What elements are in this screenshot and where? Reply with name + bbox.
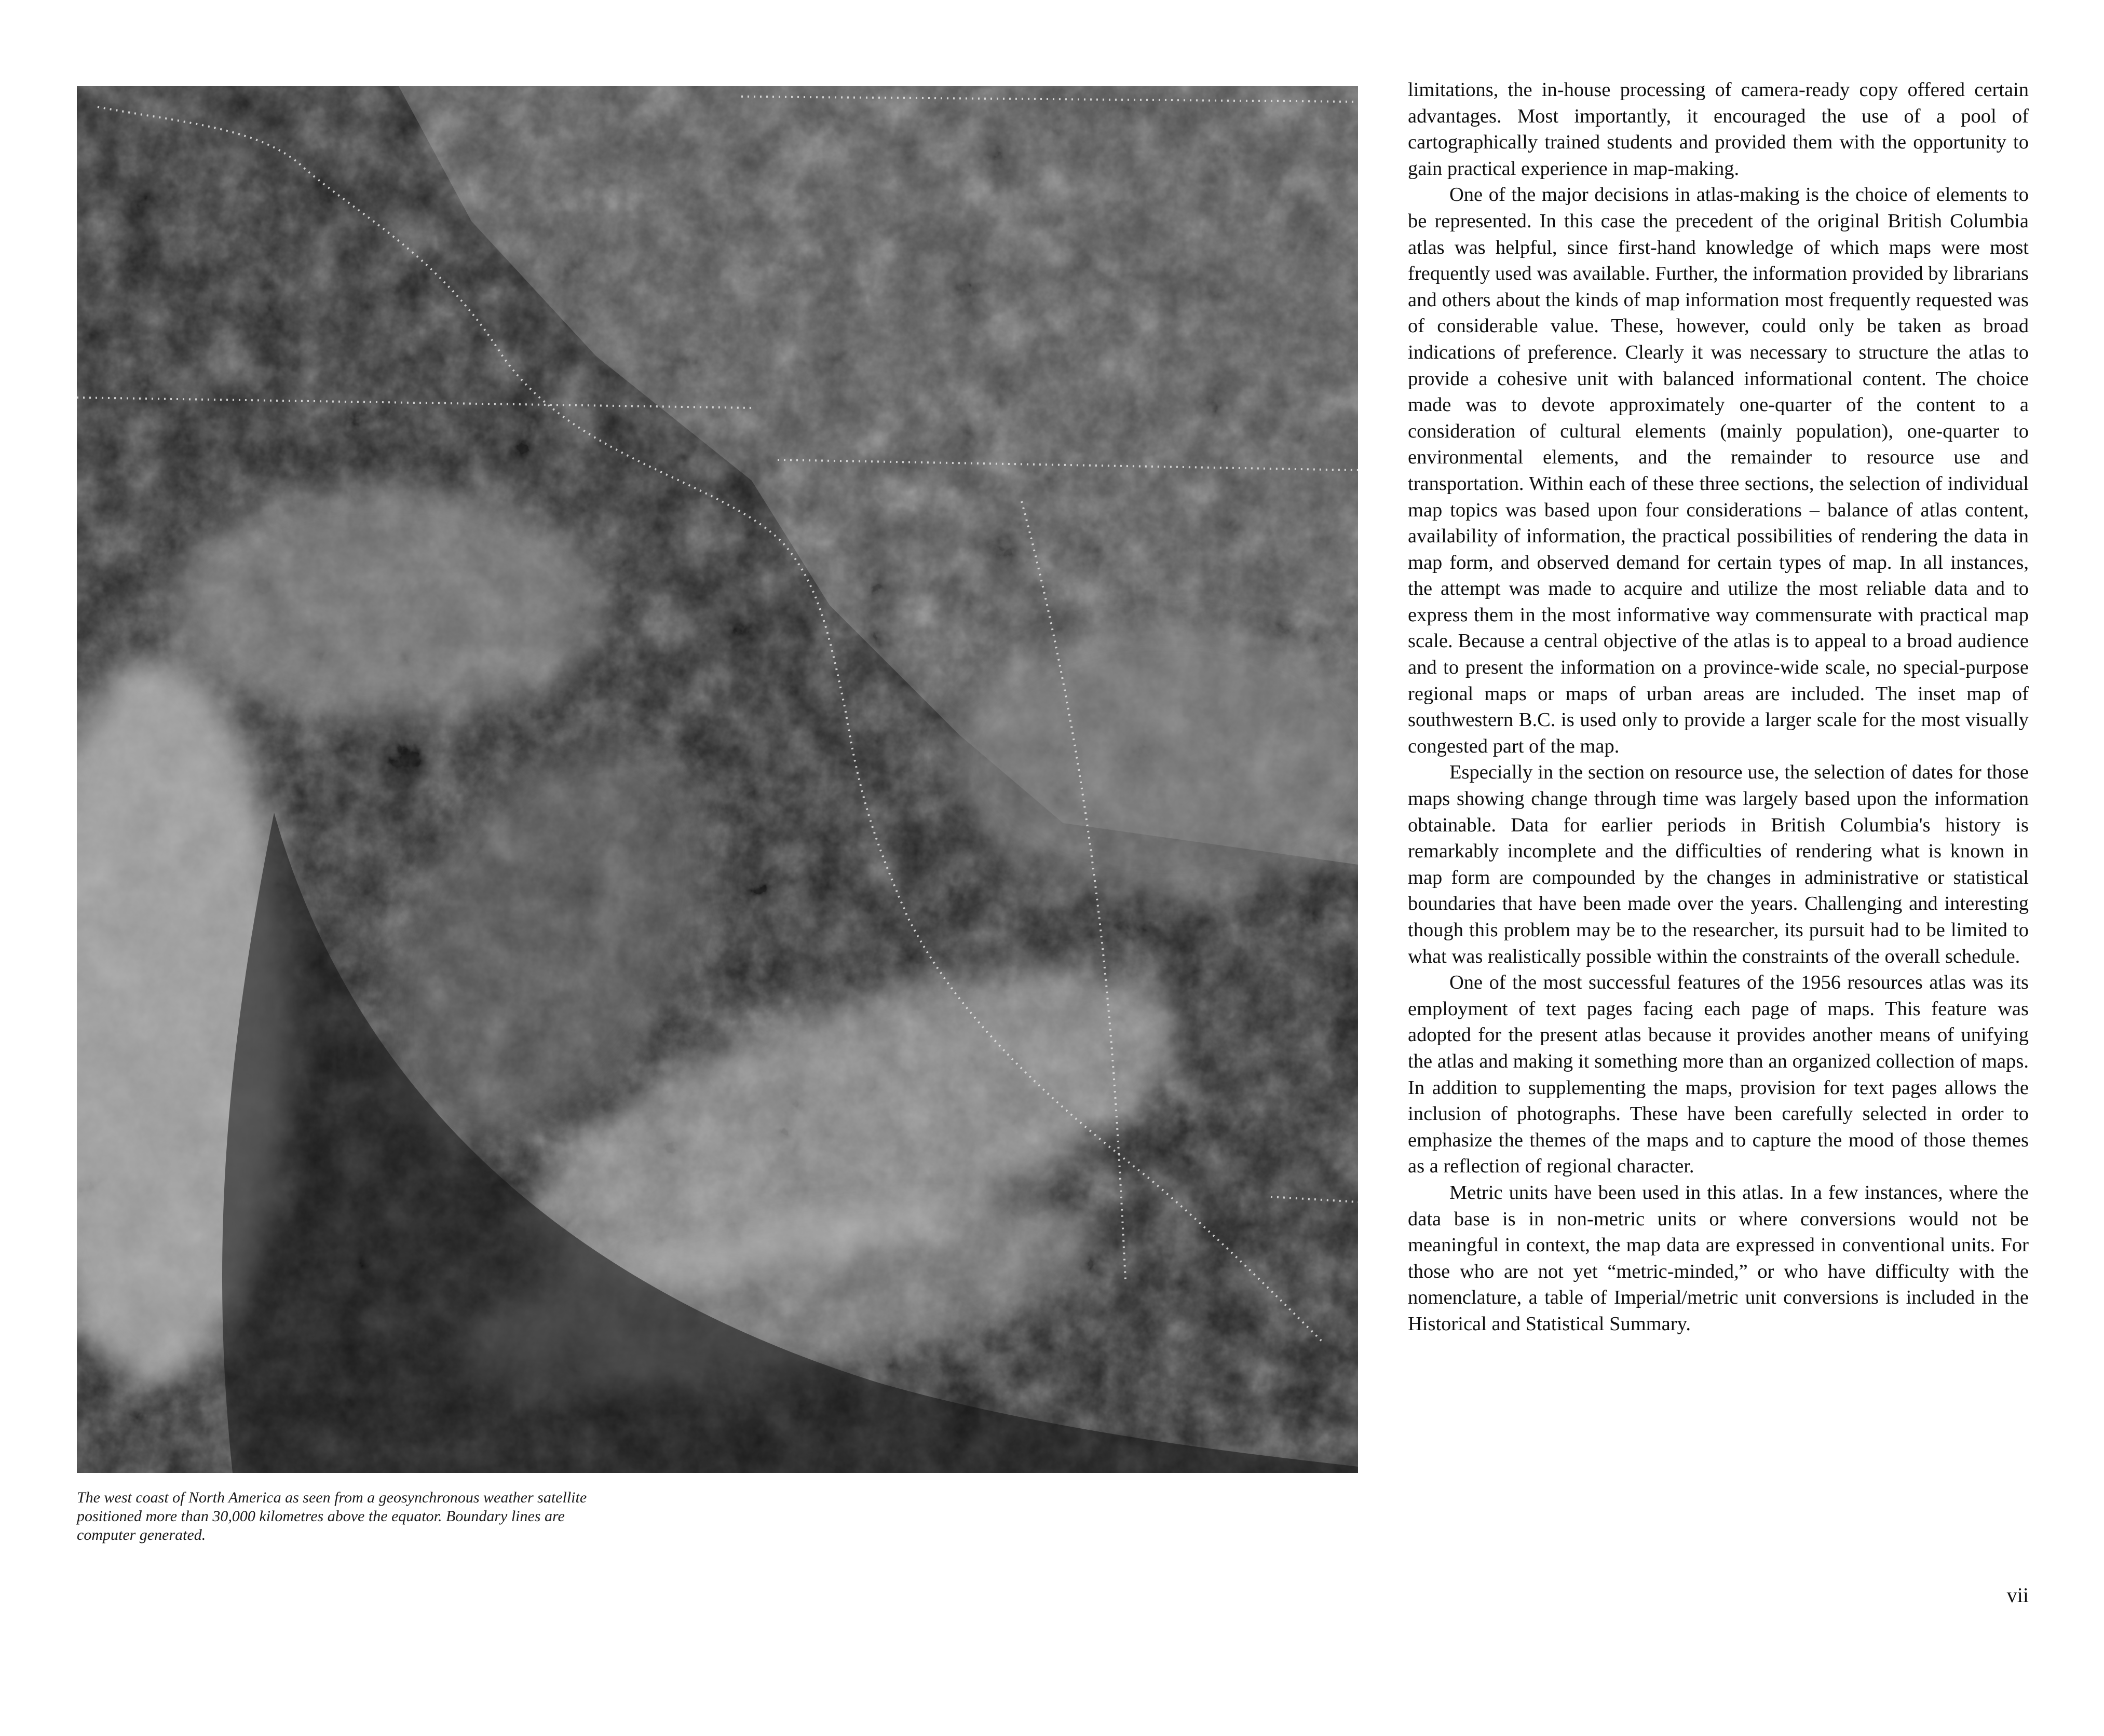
- paragraph: Especially in the section on resource use, the selection of dates for those maps showing change through time was largely based upon the information obtainable. Data for earlier periods in British Columbia's history is remarkably incomplete and the difficulties of rendering what is known in map form are compounded by the changes in administrative or statistical boundaries that have been made over the years. Challenging and interesting though this problem may be to the researcher, its pursuit had to be limited to what was realistically possible within the constraints of the overall schedule.: [1408, 761, 2029, 967]
- paragraph: limitations, the in-house processing of camera-ready copy offered certain advantages. Most importantly, it encouraged the use of a pool of cartographically trained students and provided them with the opportunity to gain practical experience in map-making.: [1408, 79, 2029, 180]
- satellite-photo: [77, 86, 1358, 1473]
- photo-caption: The west coast of North America as seen from a geosynchronous weather satellite positioned more than 30,000 kilometres above the equator. Boundary lines are computer generated.: [77, 1489, 587, 1543]
- body-text: [1408, 77, 2029, 1337]
- paragraph: Metric units have been used in this atlas. In a few instances, where the data base is in non-metric units or where conversions would not be meaningful in context, the map data are expressed in conventional units. For those who are not yet “metric-minded,” or who have difficulty with the nomenclature, a table of Imperial/metric unit conversions is included in the Historical and Statistical Summary.: [1408, 1181, 2029, 1335]
- paragraph: One of the most successful features of the 1956 resources atlas was its employment of text pages facing each page of maps. This feature was adopted for the present atlas because it provides another means of unifying the atlas and making it something more than an organized collection of maps. In addition to supplementing the maps, provision for text pages allows the inclusion of photographs. These have been carefully selected in order to emphasize the themes of the maps and to capture the mood of those themes as a reflection of regional character.: [1408, 972, 2029, 1178]
- paragraph: One of the major decisions in atlas-making is the choice of elements to be represented. In this case the precedent of the original British Columbia atlas was helpful, since first-hand knowledge of which maps were most frequently used was available. Further, the information provided by librarians and others about the kinds of map information most frequently requested was of considerable value. These, however, could only be taken as broad indications of preference. Clearly it was necessary to structure the atlas to provide a cohesive unit with balanced informational content. The choice made was to devote approximately one-quarter of the content to a consideration of cultural elements (mainly population), one-quarter to environmental elements, and the remainder to resource use and transportation. Within each of these three sections, the selection of individual map topics was based upon four considerations – balance of atlas content, availability of information, the practical possibilities of rendering the data in map form, and observed demand for certain types of map. In all instances, the attempt was made to acquire and utilize the most reliable data and to express them in the most informative way commensurate with practical map scale. Because a central objective of the atlas is to appeal to a broad audience and to present the information on a province-wide scale, no special-purpose regional maps or maps of urban areas are included. The inset map of southwestern B.C. is used only to provide a larger scale for the most visually congested part of the map.: [1408, 184, 2029, 757]
- page-number: vii: [2006, 1583, 2029, 1607]
- satellite-image: [77, 86, 1358, 1473]
